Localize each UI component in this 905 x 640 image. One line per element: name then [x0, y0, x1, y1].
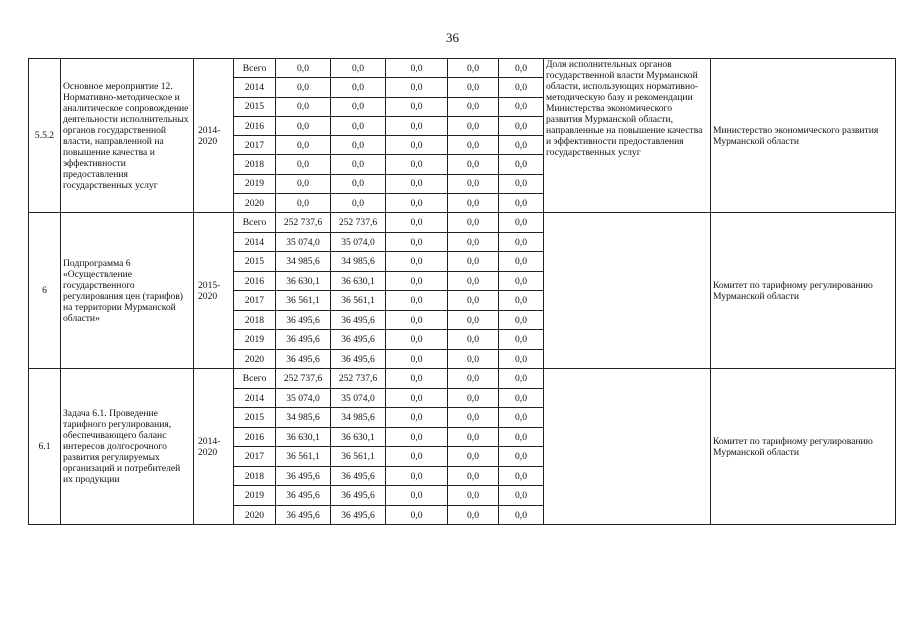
year-cell: 2018 — [234, 310, 276, 330]
funding-cell: 0,0 — [386, 271, 448, 291]
funding-cell: 0,0 — [499, 155, 544, 174]
funding-cell: 0,0 — [386, 78, 448, 97]
funding-cell: 36 495,6 — [276, 349, 331, 369]
row-index: 5.5.2 — [29, 59, 61, 213]
funding-cell: 0,0 — [331, 136, 386, 155]
funding-cell: 34 985,6 — [331, 408, 386, 428]
row-index: 6.1 — [29, 369, 61, 525]
funding-cell: 34 985,6 — [331, 252, 386, 272]
responsible-executor: Министерство экономического развития Мурманской области — [711, 59, 896, 213]
funding-cell: 0,0 — [448, 136, 499, 155]
funding-cell: 0,0 — [448, 194, 499, 213]
funding-cell: 36 561,1 — [276, 291, 331, 311]
measure-name: Основное мероприятие 12. Нормативно-методическое и аналитическое сопровождение деятельности исполнительных органов государственной власти, направленной на повышение качества и эффективности предоставления государственных услуг — [61, 59, 194, 213]
table-body — [29, 59, 896, 525]
funding-cell: 0,0 — [386, 505, 448, 525]
table-row — [29, 369, 896, 389]
funding-cell: 0,0 — [448, 59, 499, 78]
funding-cell: 0,0 — [386, 97, 448, 116]
year-cell: 2014 — [234, 388, 276, 408]
funding-cell: 0,0 — [499, 78, 544, 97]
funding-cell: 0,0 — [448, 408, 499, 428]
funding-cell: 0,0 — [386, 330, 448, 350]
year-cell: 2014 — [234, 78, 276, 97]
funding-cell: 0,0 — [386, 369, 448, 389]
funding-cell: 0,0 — [448, 466, 499, 486]
funding-cell: 0,0 — [499, 252, 544, 272]
funding-cell: 0,0 — [276, 78, 331, 97]
funding-cell: 36 561,1 — [331, 447, 386, 467]
funding-cell: 0,0 — [331, 116, 386, 135]
table-row — [29, 59, 896, 78]
funding-cell: 0,0 — [386, 466, 448, 486]
funding-cell: 0,0 — [386, 447, 448, 467]
year-cell: 2016 — [234, 427, 276, 447]
funding-cell: 0,0 — [499, 291, 544, 311]
funding-cell: 0,0 — [386, 408, 448, 428]
funding-cell: 0,0 — [499, 369, 544, 389]
funding-cell: 0,0 — [499, 271, 544, 291]
funding-cell: 0,0 — [499, 194, 544, 213]
funding-cell: 0,0 — [499, 232, 544, 252]
year-cell: 2018 — [234, 155, 276, 174]
funding-cell: 0,0 — [499, 447, 544, 467]
funding-cell: 34 985,6 — [276, 408, 331, 428]
table-row — [29, 213, 896, 233]
funding-cell: 0,0 — [386, 388, 448, 408]
funding-cell: 252 737,6 — [276, 369, 331, 389]
funding-cell: 36 630,1 — [331, 427, 386, 447]
funding-cell: 0,0 — [448, 252, 499, 272]
funding-cell: 0,0 — [448, 271, 499, 291]
year-cell: 2017 — [234, 291, 276, 311]
row-index: 6 — [29, 213, 61, 369]
funding-cell: 35 074,0 — [276, 232, 331, 252]
funding-cell: 35 074,0 — [331, 388, 386, 408]
funding-cell: 0,0 — [448, 388, 499, 408]
year-cell: 2020 — [234, 349, 276, 369]
year-cell: 2020 — [234, 505, 276, 525]
funding-cell: 0,0 — [276, 155, 331, 174]
year-cell: 2019 — [234, 486, 276, 506]
funding-cell: 0,0 — [386, 349, 448, 369]
funding-cell: 36 495,6 — [276, 330, 331, 350]
program-table — [28, 58, 896, 525]
funding-cell: 0,0 — [386, 194, 448, 213]
funding-cell: 0,0 — [499, 388, 544, 408]
funding-cell: 0,0 — [331, 78, 386, 97]
year-cell: Всего — [234, 59, 276, 78]
funding-cell: 0,0 — [448, 174, 499, 193]
funding-cell: 36 495,6 — [331, 486, 386, 506]
funding-cell: 0,0 — [386, 232, 448, 252]
funding-cell: 0,0 — [386, 59, 448, 78]
year-cell: 2018 — [234, 466, 276, 486]
funding-cell: 36 561,1 — [331, 291, 386, 311]
year-cell: 2015 — [234, 408, 276, 428]
funding-cell: 0,0 — [276, 97, 331, 116]
funding-cell: 0,0 — [448, 232, 499, 252]
year-cell: 2020 — [234, 194, 276, 213]
implementation-period: 2014-2020 — [194, 59, 234, 213]
funding-cell: 36 630,1 — [276, 427, 331, 447]
funding-cell: 0,0 — [499, 408, 544, 428]
funding-cell: 36 495,6 — [331, 466, 386, 486]
funding-cell: 0,0 — [331, 194, 386, 213]
funding-cell: 0,0 — [499, 136, 544, 155]
funding-cell: 0,0 — [386, 486, 448, 506]
funding-cell: 0,0 — [276, 59, 331, 78]
funding-cell: 36 495,6 — [331, 310, 386, 330]
funding-cell: 36 561,1 — [276, 447, 331, 467]
funding-cell: 36 630,1 — [276, 271, 331, 291]
year-cell: 2015 — [234, 97, 276, 116]
funding-cell: 0,0 — [499, 174, 544, 193]
funding-cell: 0,0 — [276, 174, 331, 193]
funding-cell: 0,0 — [331, 59, 386, 78]
funding-cell: 0,0 — [448, 330, 499, 350]
funding-cell: 36 495,6 — [276, 466, 331, 486]
funding-cell: 0,0 — [448, 97, 499, 116]
funding-cell: 36 495,6 — [331, 349, 386, 369]
funding-cell: 0,0 — [386, 174, 448, 193]
funding-cell: 0,0 — [386, 136, 448, 155]
funding-cell: 36 495,6 — [331, 330, 386, 350]
funding-cell: 252 737,6 — [331, 369, 386, 389]
funding-cell: 0,0 — [331, 97, 386, 116]
funding-cell: 0,0 — [448, 486, 499, 506]
funding-cell: 36 495,6 — [331, 505, 386, 525]
target-indicator — [544, 213, 711, 369]
funding-cell: 0,0 — [499, 505, 544, 525]
funding-cell: 0,0 — [499, 349, 544, 369]
target-indicator: Доля исполнительных органов государственной власти Мурманской области, использующих нормативно-методическую базу и рекомендации Министерства экономического развития Мурманской области, направленные на повышение качества и эффективности предоставления государственных услуг — [544, 59, 711, 213]
year-cell: 2019 — [234, 330, 276, 350]
year-cell: Всего — [234, 213, 276, 233]
funding-cell: 0,0 — [499, 59, 544, 78]
funding-cell: 0,0 — [499, 213, 544, 233]
funding-cell: 0,0 — [448, 349, 499, 369]
funding-cell: 0,0 — [386, 213, 448, 233]
funding-cell: 0,0 — [386, 427, 448, 447]
implementation-period: 2014-2020 — [194, 369, 234, 525]
funding-cell: 0,0 — [448, 213, 499, 233]
year-cell: 2016 — [234, 116, 276, 135]
funding-cell: 0,0 — [386, 310, 448, 330]
measure-name: Подпрограмма 6 «Осуществление государственного регулирования цен (тарифов) на территории Мурманской области» — [61, 213, 194, 369]
funding-cell: 36 495,6 — [276, 310, 331, 330]
funding-cell: 0,0 — [499, 486, 544, 506]
funding-cell: 35 074,0 — [276, 388, 331, 408]
funding-cell: 0,0 — [499, 97, 544, 116]
funding-cell: 0,0 — [276, 194, 331, 213]
target-indicator — [544, 369, 711, 525]
funding-cell: 0,0 — [448, 291, 499, 311]
funding-cell: 0,0 — [276, 116, 331, 135]
implementation-period: 2015-2020 — [194, 213, 234, 369]
funding-cell: 252 737,6 — [331, 213, 386, 233]
funding-cell: 0,0 — [499, 466, 544, 486]
funding-cell: 0,0 — [448, 155, 499, 174]
funding-cell: 0,0 — [386, 116, 448, 135]
funding-cell: 35 074,0 — [331, 232, 386, 252]
year-cell: 2015 — [234, 252, 276, 272]
funding-cell: 0,0 — [448, 447, 499, 467]
funding-cell: 0,0 — [499, 330, 544, 350]
responsible-executor: Комитет по тарифному регулированию Мурманской области — [711, 369, 896, 525]
funding-cell: 0,0 — [448, 369, 499, 389]
funding-cell: 36 495,6 — [276, 486, 331, 506]
funding-cell: 0,0 — [448, 78, 499, 97]
funding-cell: 0,0 — [499, 427, 544, 447]
responsible-executor: Комитет по тарифному регулированию Мурманской области — [711, 213, 896, 369]
funding-cell: 0,0 — [499, 310, 544, 330]
funding-cell: 252 737,6 — [276, 213, 331, 233]
year-cell: Всего — [234, 369, 276, 389]
funding-cell: 0,0 — [448, 505, 499, 525]
year-cell: 2017 — [234, 447, 276, 467]
funding-cell: 36 495,6 — [276, 505, 331, 525]
funding-cell: 0,0 — [448, 310, 499, 330]
funding-cell: 0,0 — [276, 136, 331, 155]
page-number: 36 — [446, 30, 459, 45]
funding-cell: 0,0 — [386, 252, 448, 272]
funding-cell: 0,0 — [386, 155, 448, 174]
measure-name: Задача 6.1. Проведение тарифного регулирования, обеспечивающего баланс интересов долгосрочного развития регулируемых организаций и потребителей их продукции — [61, 369, 194, 525]
year-cell: 2019 — [234, 174, 276, 193]
funding-cell: 0,0 — [499, 116, 544, 135]
funding-cell: 0,0 — [331, 174, 386, 193]
funding-cell: 0,0 — [386, 291, 448, 311]
year-cell: 2017 — [234, 136, 276, 155]
funding-cell: 0,0 — [331, 155, 386, 174]
funding-cell: 0,0 — [448, 116, 499, 135]
funding-cell: 34 985,6 — [276, 252, 331, 272]
funding-cell: 36 630,1 — [331, 271, 386, 291]
funding-cell: 0,0 — [448, 427, 499, 447]
year-cell: 2016 — [234, 271, 276, 291]
year-cell: 2014 — [234, 232, 276, 252]
